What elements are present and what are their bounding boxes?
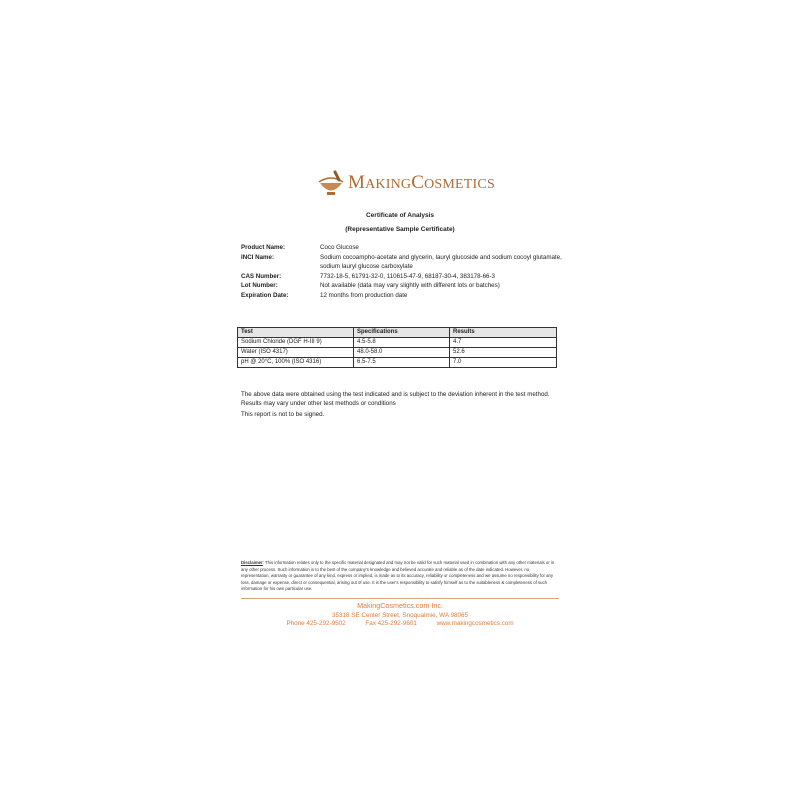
disclaimer-text: : This information relates only to the specific material designated and may not be valid for such material used in combination with any other materials or in any other process. Such information is to the best of the company's knowledge and believed accurate and reliable as of the date indicated. However, no representation, warranty or guarantee of any kind, express or implied, is made as to its accuracy, reliability or completeness and we assume no responsibility for any loss, damage or expense, direct or consequential, arising out of use. It is the user's responsibility to satisfy himself as to the suitableness & completeness of such information for his own particular use. xyxy=(241,560,555,592)
expiration-date-label: Expiration Date: xyxy=(241,291,289,299)
test-cell: Water (ISO 4317) xyxy=(238,348,354,358)
specification-cell: 4.5-5.8 xyxy=(354,338,450,348)
inci-name-value: Sodium cocoampho-acetate and glycerin, lauryl glucoside and sodium cocoyl glutamate, sodium lauryl glucose carboxylate xyxy=(320,253,562,271)
expiration-date-row xyxy=(241,291,571,301)
footer-fax: Fax 425-292-9601 xyxy=(365,620,417,627)
test-cell: pH @ 20°C, 100% (ISO 4316) xyxy=(238,358,354,368)
lot-number-value: Not available (data may vary slightly with different lots or batches) xyxy=(320,282,500,290)
table-row xyxy=(238,358,557,368)
cas-number-row xyxy=(241,272,571,282)
test-cell: Sodium Chloride (DGF H-III 9) xyxy=(238,338,354,348)
footer-website[interactable]: www.makingcosmetics.com xyxy=(436,620,514,627)
certificate-title: Certificate of Analysis xyxy=(365,212,435,219)
logo-wordmark: MAKINGCOSMETICS xyxy=(348,172,495,193)
footer-company: MakingCosmetics.com Inc. xyxy=(357,601,443,610)
inci-name-row xyxy=(241,253,571,272)
certificate-subtitle: (Representative Sample Certificate) xyxy=(345,226,455,233)
product-info xyxy=(241,243,571,301)
product-name-label: Product Name: xyxy=(241,244,286,251)
specification-cell: 48.0-58.0 xyxy=(354,348,450,358)
header-test: Test xyxy=(238,328,354,338)
specification-cell: 6.5-7.5 xyxy=(354,358,450,368)
footer-contact xyxy=(0,620,800,628)
footer-phone: Phone 425-292-9502 xyxy=(286,620,346,627)
footer-address: 35318 SE Center Street, Snoqualmie, WA 98065 xyxy=(332,612,468,619)
company-logo xyxy=(316,166,495,200)
mortar-pestle-icon xyxy=(316,168,346,198)
table-row xyxy=(238,338,557,348)
lot-number-label: Lot Number: xyxy=(241,282,278,290)
specifications-table xyxy=(237,327,557,368)
cas-number-value: 7732-18-5, 61791-32-0, 110615-47-9, 68187-30-4, 383178-66-3 xyxy=(320,272,495,280)
result-cell: 4.7 xyxy=(450,338,557,348)
result-cell: 52.6 xyxy=(450,348,557,358)
table-row xyxy=(238,348,557,358)
header-results: Results xyxy=(450,328,557,338)
footer-divider xyxy=(241,598,559,599)
product-name-value: Coco Glucose xyxy=(320,244,359,251)
result-cell: 7.0 xyxy=(450,358,557,368)
inci-name-label: INCI Name: xyxy=(241,253,275,261)
disclaimer xyxy=(241,560,559,593)
product-name-row xyxy=(241,243,571,253)
table-header-row xyxy=(238,328,557,338)
header-specifications: Specifications xyxy=(354,328,450,338)
lot-number-row xyxy=(241,281,571,291)
expiration-date-value: 12 months from production date xyxy=(320,291,408,299)
disclaimer-label: Disclaimer xyxy=(241,560,263,565)
deviation-note: The above data were obtained using the test indicated and is subject to the deviation inherent in the test method. Results may vary under other test methods or conditions xyxy=(241,391,550,407)
cas-number-label: CAS Number: xyxy=(241,272,282,280)
not-signed-note: This report is not to be signed. xyxy=(241,411,325,418)
